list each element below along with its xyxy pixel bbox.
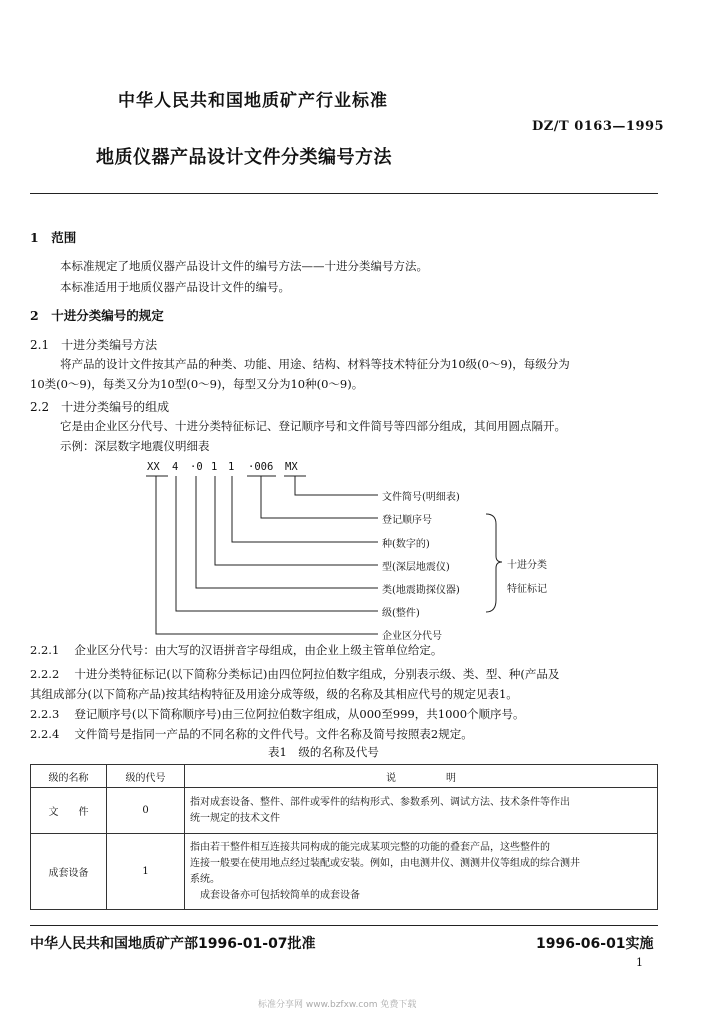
bracket-label: 十进分类 xyxy=(507,560,547,571)
table-row xyxy=(31,834,658,910)
table-row xyxy=(31,788,658,834)
table-header-cell: 级的名称 xyxy=(31,765,107,788)
clause-2-1-heading: 2.1 十进分类编号方法 xyxy=(30,338,158,352)
example-code-sequence: ·006 xyxy=(248,461,274,473)
clause-2-2-4 xyxy=(30,724,473,744)
table-1-caption: 表1 级的名称及代号 xyxy=(268,745,379,759)
clause-number: 2.2.4 xyxy=(30,727,60,741)
example-label-level: 级(整件) xyxy=(382,608,420,619)
clause-2-2-1 xyxy=(30,640,442,660)
issuing-organization: 中华人民共和国地质矿产行业标准 xyxy=(118,91,388,111)
bracket-label: 特征标记 xyxy=(507,584,547,595)
example-label-doc-abbrev: 文件简号(明细表) xyxy=(382,492,460,503)
clause-text: 文件简号是指同一产品的不同名称的文件代号。文件名称及简号按照表2规定。 xyxy=(74,727,473,741)
clause-2-2-3 xyxy=(30,704,525,724)
example-code-enterprise: XX xyxy=(147,461,160,473)
clause-text: 企业区分代号：由大写的汉语拼音字母组成，由企业上级主管单位给定。 xyxy=(74,643,443,657)
clause-2-2-2-continued: 其组成部分(以下简称产品)按其结构特征及用途分成等级，级的名称及其相应代号的规定见表1。 xyxy=(30,687,518,701)
effective-date: 1996-06-01实施 xyxy=(536,936,654,952)
watermark-text: 标准分享网 www.bzfxw.com 免费下载 xyxy=(258,1000,417,1010)
section-1-heading: 1 范围 xyxy=(30,230,77,245)
example-code-level: 4 xyxy=(172,461,179,473)
clause-2-1-line: 10类(0～9)，每类又分为10型(0～9)，每型又分为10种(0～9)。 xyxy=(30,377,364,391)
clause-text: 十进分类特征标记(以下简称分类标记)由四位阿拉伯数字组成，分别表示级、类、型、种(产品及 xyxy=(74,667,560,681)
table-1 xyxy=(30,764,658,910)
desc-line: 指对成套设备、整件、部件或零件的结构形式、参数系列、调试方法、技术条件等作出 xyxy=(190,796,570,808)
clause-2-2-line: 它是由企业区分代号、十进分类特征标记、登记顺序号和文件简号等四部分组成，其间用圆点隔开。 xyxy=(60,419,566,433)
section-2-heading: 2 十进分类编号的规定 xyxy=(30,308,164,323)
clause-number: 2.2.1 xyxy=(30,643,60,657)
standard-code: DZ/T 0163—1995 xyxy=(532,119,665,134)
example-code-doc-abbrev: MX xyxy=(285,461,298,473)
section-1-line: 本标准规定了地质仪器产品设计文件的编号方法——十进分类编号方法。 xyxy=(60,259,428,273)
example-label-kind: 种(数字的) xyxy=(382,539,430,550)
example-code-type: 1 xyxy=(211,461,218,473)
table-header-cell: 说 明 xyxy=(185,765,658,788)
desc-line: 指由若干整件相互连接共同构成的能完成某项完整的功能的叠套产品，这些整件的 xyxy=(190,841,550,853)
example-caption: 示例：深层数字地震仪明细表 xyxy=(60,439,210,453)
clause-text: 登记顺序号(以下简称顺序号)由三位阿拉伯数字组成，从000至999，共1000个顺序号。 xyxy=(74,707,525,721)
footer-divider xyxy=(30,925,658,926)
level-code-cell: 1 xyxy=(107,834,185,910)
desc-line: 连接一般要在使用地点经过装配或安装。例如，由电测井仪、测测井仪等组成的综合测井 xyxy=(190,857,580,869)
clause-number: 2.2.3 xyxy=(30,707,60,721)
example-code-class: ·0 xyxy=(190,461,203,473)
clause-2-1-line: 将产品的设计文件按其产品的种类、功能、用途、结构、材料等技术特征分为10级(0～9)，每级分为 xyxy=(60,357,570,371)
document-title: 地质仪器产品设计文件分类编号方法 xyxy=(96,147,392,168)
page-number: 1 xyxy=(636,956,643,969)
table-header-cell: 级的代号 xyxy=(107,765,185,788)
example-label-enterprise: 企业区分代号 xyxy=(382,631,442,642)
clause-2-2-2 xyxy=(30,664,559,684)
section-1-line: 本标准适用于地质仪器产品设计文件的编号。 xyxy=(60,280,290,294)
level-code-cell: 0 xyxy=(107,788,185,834)
level-desc-cell xyxy=(185,788,658,834)
clause-2-2-heading: 2.2 十进分类编号的组成 xyxy=(30,400,170,414)
desc-line: 成套设备亦可包括较简单的成套设备 xyxy=(190,889,360,901)
example-label-class: 类(地震勘探仪器) xyxy=(382,585,460,596)
level-name-cell: 成套设备 xyxy=(31,834,107,910)
example-label-type: 型(深层地震仪) xyxy=(382,562,450,573)
desc-line: 统一规定的技术文件 xyxy=(190,812,280,824)
example-label-sequence: 登记顺序号 xyxy=(382,515,432,526)
level-desc-cell xyxy=(185,834,658,910)
example-code-kind: 1 xyxy=(228,461,235,473)
desc-line: 系统。 xyxy=(190,873,220,885)
approval-line: 中华人民共和国地质矿产部1996-01-07批准 xyxy=(30,936,316,952)
level-name-cell: 文 件 xyxy=(31,788,107,834)
table-header-row xyxy=(31,765,658,788)
clause-number: 2.2.2 xyxy=(30,667,60,681)
